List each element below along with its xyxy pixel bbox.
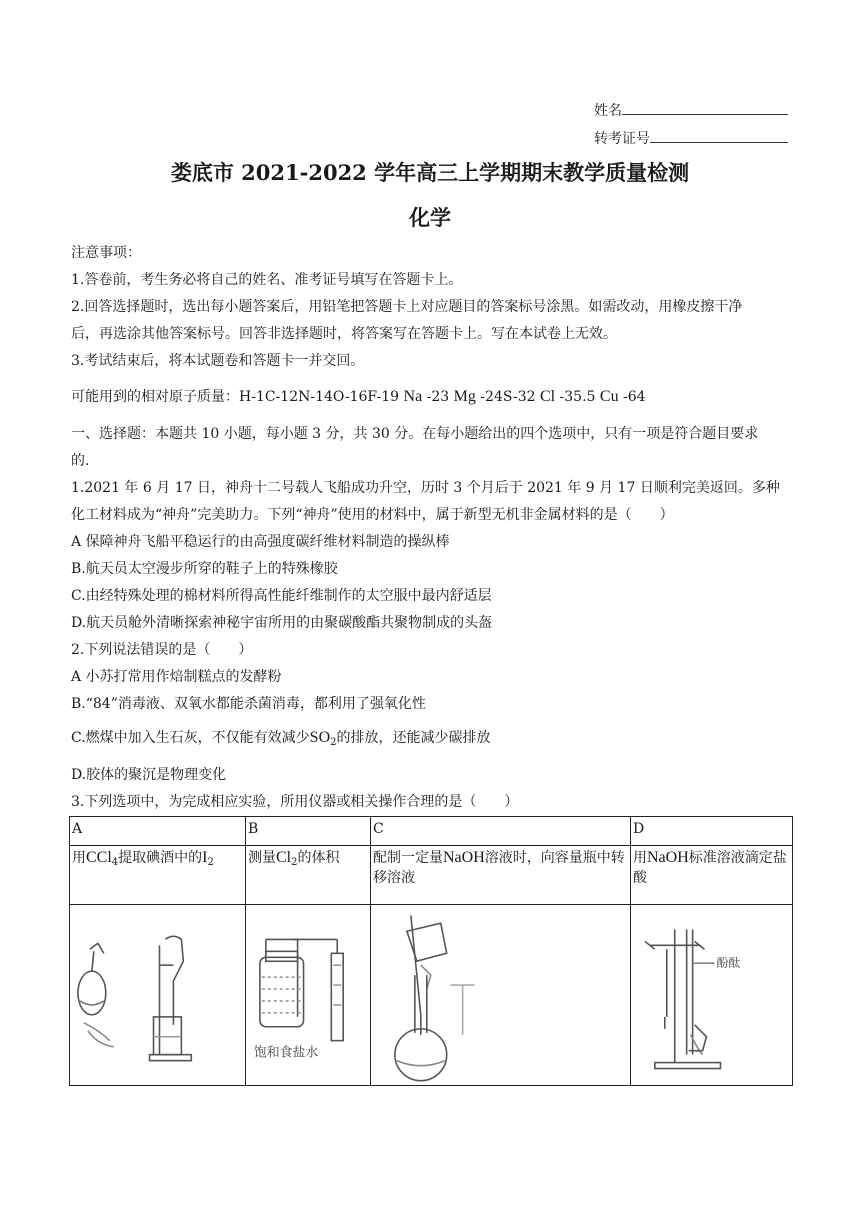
exam-id-label: 转考证号 <box>594 131 650 147</box>
name-blank[interactable] <box>622 100 788 115</box>
q3-header-d: D <box>631 817 793 846</box>
exam-title: 娄底市 2021-2022 学年高三上学期期末教学质量检测 <box>170 160 690 185</box>
note-item: 2.回答选择题时，选出每小题答案后，用铅笔把答题卡上对应题目的答案标号涂黑。如需改动，用橡皮擦干净 <box>71 299 743 315</box>
q3-header-a: A <box>70 817 246 846</box>
volumetric-flask-transfer-figure <box>371 905 630 1085</box>
section-heading-cont: 的. <box>71 453 90 469</box>
q3-desc-d: 用NaOH标准溶液滴定盐酸 <box>631 846 793 905</box>
note-item: 后，再选涂其他答案标号。回答非选择题时，将答案写在答题卡上。写在本试卷上无效。 <box>71 326 617 342</box>
note-item: 3.考试结束后，将本试题卷和答题卡一并交回。 <box>71 353 365 369</box>
q1-option-b: B.航天员太空漫步所穿的鞋子上的特殊橡胶 <box>71 561 338 577</box>
indicator-label: 酚酞 <box>716 956 741 971</box>
q3-stem: 3.下列选项中，为完成相应实验，所用仪器或相关操作合理的是（ ） <box>71 794 519 810</box>
atomic-mass-line: 可能用到的相对原子质量：H-1C-12N-14O-16F-19 Na -23 Mg -24S-32 Cl -35.5 Cu -64 <box>71 388 646 405</box>
notes-heading: 注意事项： <box>71 245 141 261</box>
subject-title: 化学 <box>409 205 451 230</box>
q2-option-c: C.燃煤中加入生石灰，不仅能有效减少$SO_2$的排放，还能减少碳排放 <box>71 729 491 748</box>
section-heading: 一、选择题：本题共 10 小题，每小题 3 分，共 30 分。在每小题给出的四个选项中，只有一项是符合题目要求 <box>71 426 759 442</box>
q2-option-b: B.“84”消毒液、双氧水都能杀菌消毒，都利用了强氧化性 <box>71 696 426 712</box>
exam-id-field <box>594 128 788 148</box>
q3-header-c: C <box>371 817 631 846</box>
q1-option-c: C.由经特殊处理的棉材料所得高性能纤维制作的太空服中最内舒适层 <box>71 588 492 604</box>
q1-option-d: D.航天员舱外清晰探索神秘宇宙所用的由聚碳酸酯共聚物制成的头盔 <box>71 615 493 631</box>
q3-desc-b: 测量$Cl_2$的体积 <box>246 846 371 905</box>
separatory-funnel-apparatus-figure <box>70 905 245 1085</box>
note-item: 1.答卷前，考生务必将自己的姓名、准考证号填写在答题卡上。 <box>71 272 463 288</box>
q3-figure-a <box>70 905 246 1086</box>
q3-figure-b <box>246 905 371 1086</box>
q2-stem: 2.下列说法错误的是（ ） <box>71 642 253 658</box>
titration-apparatus-figure <box>631 905 792 1085</box>
q1-option-a: A 保障神舟飞船平稳运行的由高强度碳纤维材料制造的操纵棒 <box>71 534 450 550</box>
q3-header-b: B <box>246 817 371 846</box>
exam-id-blank[interactable] <box>650 128 788 143</box>
name-field <box>594 100 788 120</box>
q3-figure-d <box>631 905 793 1086</box>
gas-collection-apparatus-figure <box>246 905 370 1085</box>
q3-figure-c <box>371 905 631 1086</box>
q1-stem-cont: 化工材料成为“神舟”完美助力。下列“神舟”使用的材料中，属于新型无机非金属材料的是（ ） <box>71 507 674 523</box>
q2-option-a: A 小苏打常用作焙制糕点的发酵粉 <box>71 669 282 685</box>
q1-stem: 1.2021 年 6 月 17 日，神舟十二号载人飞船成功升空，历时 3 个月后于 2021 年 9 月 17 日顺利完美返回。多种 <box>71 480 780 496</box>
saturated-brine-label: 饱和食盐水 <box>253 1045 319 1061</box>
q3-desc-a: 用CCl$_4$提取碘酒中的$I_2$ <box>70 846 246 905</box>
name-label: 姓名 <box>594 103 622 119</box>
q2-option-d: D.胶体的聚沉是物理变化 <box>71 767 227 783</box>
q3-desc-c: 配制一定量NaOH溶液时，向容量瓶中转移溶液 <box>371 846 631 905</box>
q3-table <box>69 816 793 1086</box>
